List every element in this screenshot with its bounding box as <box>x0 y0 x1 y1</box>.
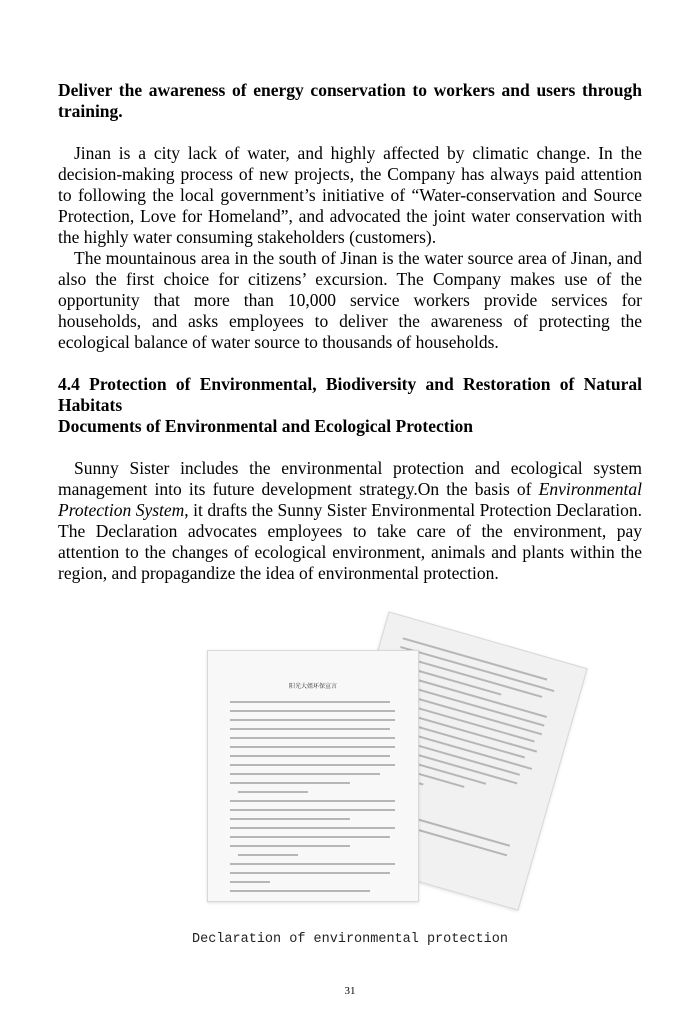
system-name-italic: Environmental Protection System <box>58 479 642 520</box>
training-heading: Deliver the awareness of energy conservation to workers and users through training. <box>58 80 642 121</box>
para-text-end: , it drafts the Sunny Sister Environmental Protection Declaration. The Declaration advocates employees to take care of the environment, pay attention to the changes of ecological environment, animals and plants within the region, and propagandize the idea of environmental protection. <box>58 500 642 583</box>
document-text-line <box>230 818 350 820</box>
document-text-line <box>400 646 554 692</box>
declaration-image <box>200 630 500 940</box>
document-text-line <box>230 755 390 757</box>
declaration-title: 阳光大姐环保宣言 <box>288 683 337 690</box>
page-number: 31 <box>344 985 356 997</box>
document-text-line <box>230 710 395 712</box>
document-text-line <box>230 773 380 775</box>
document-text-line <box>230 746 395 748</box>
document-text-line <box>230 764 395 766</box>
figure-caption: Declaration of environmental protection <box>192 932 508 947</box>
document-text-line <box>230 728 390 730</box>
document-text-line <box>230 890 370 892</box>
document-text-line <box>230 872 390 874</box>
document-text-line <box>230 800 395 802</box>
para-text-start: Sunny Sister includes the environmental protection and ecological system management into its future development strategy.On the basis of <box>58 458 642 499</box>
document-text-line <box>230 863 395 865</box>
document-text-line <box>230 836 390 838</box>
page-content <box>58 80 642 584</box>
document-text-line <box>403 637 548 680</box>
document-text-line <box>238 854 298 856</box>
document-text-line <box>230 827 395 829</box>
document-text-line <box>230 845 350 847</box>
subsection-heading: Documents of Environmental and Ecological Protection <box>58 416 473 436</box>
environmental-protection-paragraph <box>58 458 642 584</box>
document-text-line <box>238 791 308 793</box>
document-text-line <box>398 655 543 698</box>
document-text-line <box>230 719 395 721</box>
document-text-line <box>230 782 350 784</box>
section-heading: 4.4 Protection of Environmental, Biodiversity and Restoration of Natural Habitats <box>58 374 642 415</box>
water-source-paragraph: The mountainous area in the south of Jinan is the water source area of Jinan, and also the first choice for citizens’ excursion. The Company makes use of the opportunity that more than 10,000 service workers provide services for households, and asks employees to deliver the awareness of protecting the ecological balance of water source to thousands of households. <box>58 248 642 352</box>
water-conservation-paragraph: Jinan is a city lack of water, and highly affected by climatic change. In the decision-making process of new projects, the Company has always paid attention to following the local government’s initiative of “Water-conservation and Source Protection, Love for Homeland”, and advocated the joint water conservation with the highly water consuming stakeholders (customers). <box>58 143 642 247</box>
document-text-line <box>230 737 395 739</box>
declaration-front-page <box>207 650 419 902</box>
document-text-line <box>230 881 270 883</box>
document-text-line <box>230 809 395 811</box>
document-text-line <box>230 701 390 703</box>
